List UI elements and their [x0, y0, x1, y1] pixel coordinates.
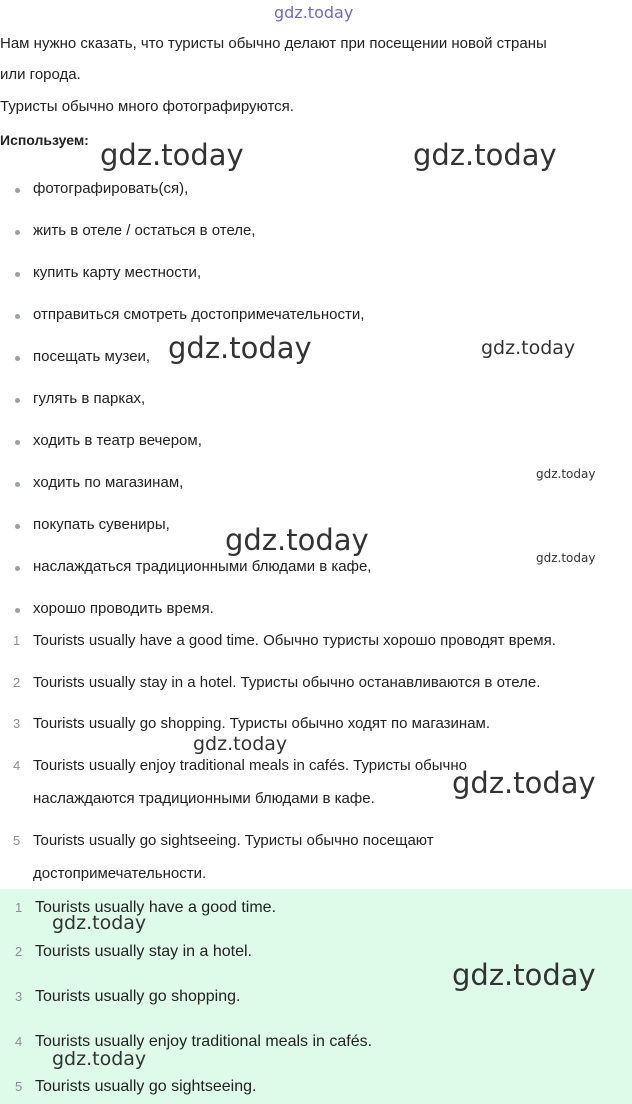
list-item: жить в отеле / остаться в отеле, [33, 222, 256, 239]
item-number: 3 [13, 716, 21, 731]
watermark: gdz.today [168, 331, 312, 365]
translation-item: Tourists usually go shopping. Туристы обычно ходят по магазинам. [33, 715, 491, 732]
watermark: gdz.today [536, 551, 596, 565]
intro-line-3: Туристы обычно много фотографируются. [0, 98, 294, 115]
bullet-icon [15, 356, 20, 361]
bullet-icon [15, 482, 20, 487]
list-item: гулять в парках, [33, 390, 146, 407]
watermark-top: gdz.today [274, 3, 354, 22]
bullet-icon [15, 524, 20, 529]
translation-item-continued: достопримечательности. [33, 865, 207, 882]
intro-line-2: или города. [0, 66, 81, 83]
answer-item: Tourists usually stay in a hotel. [35, 943, 252, 960]
bullet-icon [15, 608, 20, 613]
list-item: отправиться смотреть достопримечательности, [33, 306, 365, 323]
bullet-icon [15, 398, 20, 403]
answer-number: 3 [15, 989, 23, 1004]
bullet-icon [15, 272, 20, 277]
item-number: 5 [13, 833, 21, 848]
watermark: gdz.today [193, 733, 288, 755]
list-item: купить карту местности, [33, 264, 202, 281]
intro-line-1: Нам нужно сказать, что туристы обычно делают при посещении новой страны [0, 35, 547, 52]
answer-item: Tourists usually go shopping. [35, 988, 241, 1005]
list-item: ходить по магазинам, [33, 474, 184, 491]
translation-item: Tourists usually stay in a hotel. Туристы обычно останавливаются в отеле. [33, 674, 541, 691]
watermark: gdz.today [413, 138, 557, 172]
item-number: 2 [13, 675, 21, 690]
answer-item: Tourists usually go sightseeing. [35, 1078, 257, 1095]
item-number: 4 [13, 758, 21, 773]
translation-item: Tourists usually have a good time. Обычно туристы хорошо проводят время. [33, 632, 556, 649]
answer-number: 5 [15, 1079, 23, 1094]
watermark: gdz.today [481, 337, 576, 359]
translation-item: Tourists usually go sightseeing. Туристы обычно посещают [33, 832, 434, 849]
answer-number: 4 [15, 1034, 23, 1049]
list-item: ходить в театр вечером, [33, 432, 202, 449]
list-item: покупать сувениры, [33, 516, 170, 533]
answer-item: Tourists usually have a good time. [35, 899, 277, 916]
answer-number: 1 [15, 900, 23, 915]
watermark: gdz.today [100, 138, 244, 172]
watermark: gdz.today [52, 912, 147, 934]
watermark: gdz.today [452, 958, 596, 992]
answer-item: Tourists usually enjoy traditional meals in cafés. [35, 1033, 373, 1050]
watermark: gdz.today [225, 523, 369, 557]
bullet-icon [15, 188, 20, 193]
answer-number: 2 [15, 944, 23, 959]
translation-item-continued: наслаждаются традиционными блюдами в кафе. [33, 790, 375, 807]
watermark: gdz.today [536, 467, 596, 481]
bullet-icon [15, 230, 20, 235]
bullet-icon [15, 440, 20, 445]
bullet-icon [15, 314, 20, 319]
use-label: Используем: [0, 132, 89, 148]
translation-item: Tourists usually enjoy traditional meals in cafés. Туристы обычно [33, 757, 467, 774]
bullet-icon [15, 566, 20, 571]
list-item: посещать музеи, [33, 348, 151, 365]
item-number: 1 [13, 633, 21, 648]
list-item: хорошо проводить время. [33, 600, 214, 617]
watermark: gdz.today [52, 1048, 147, 1070]
list-item: фотографировать(ся), [33, 180, 189, 197]
watermark: gdz.today [452, 766, 596, 800]
list-item: наслаждаться традиционными блюдами в кафе, [33, 558, 372, 575]
